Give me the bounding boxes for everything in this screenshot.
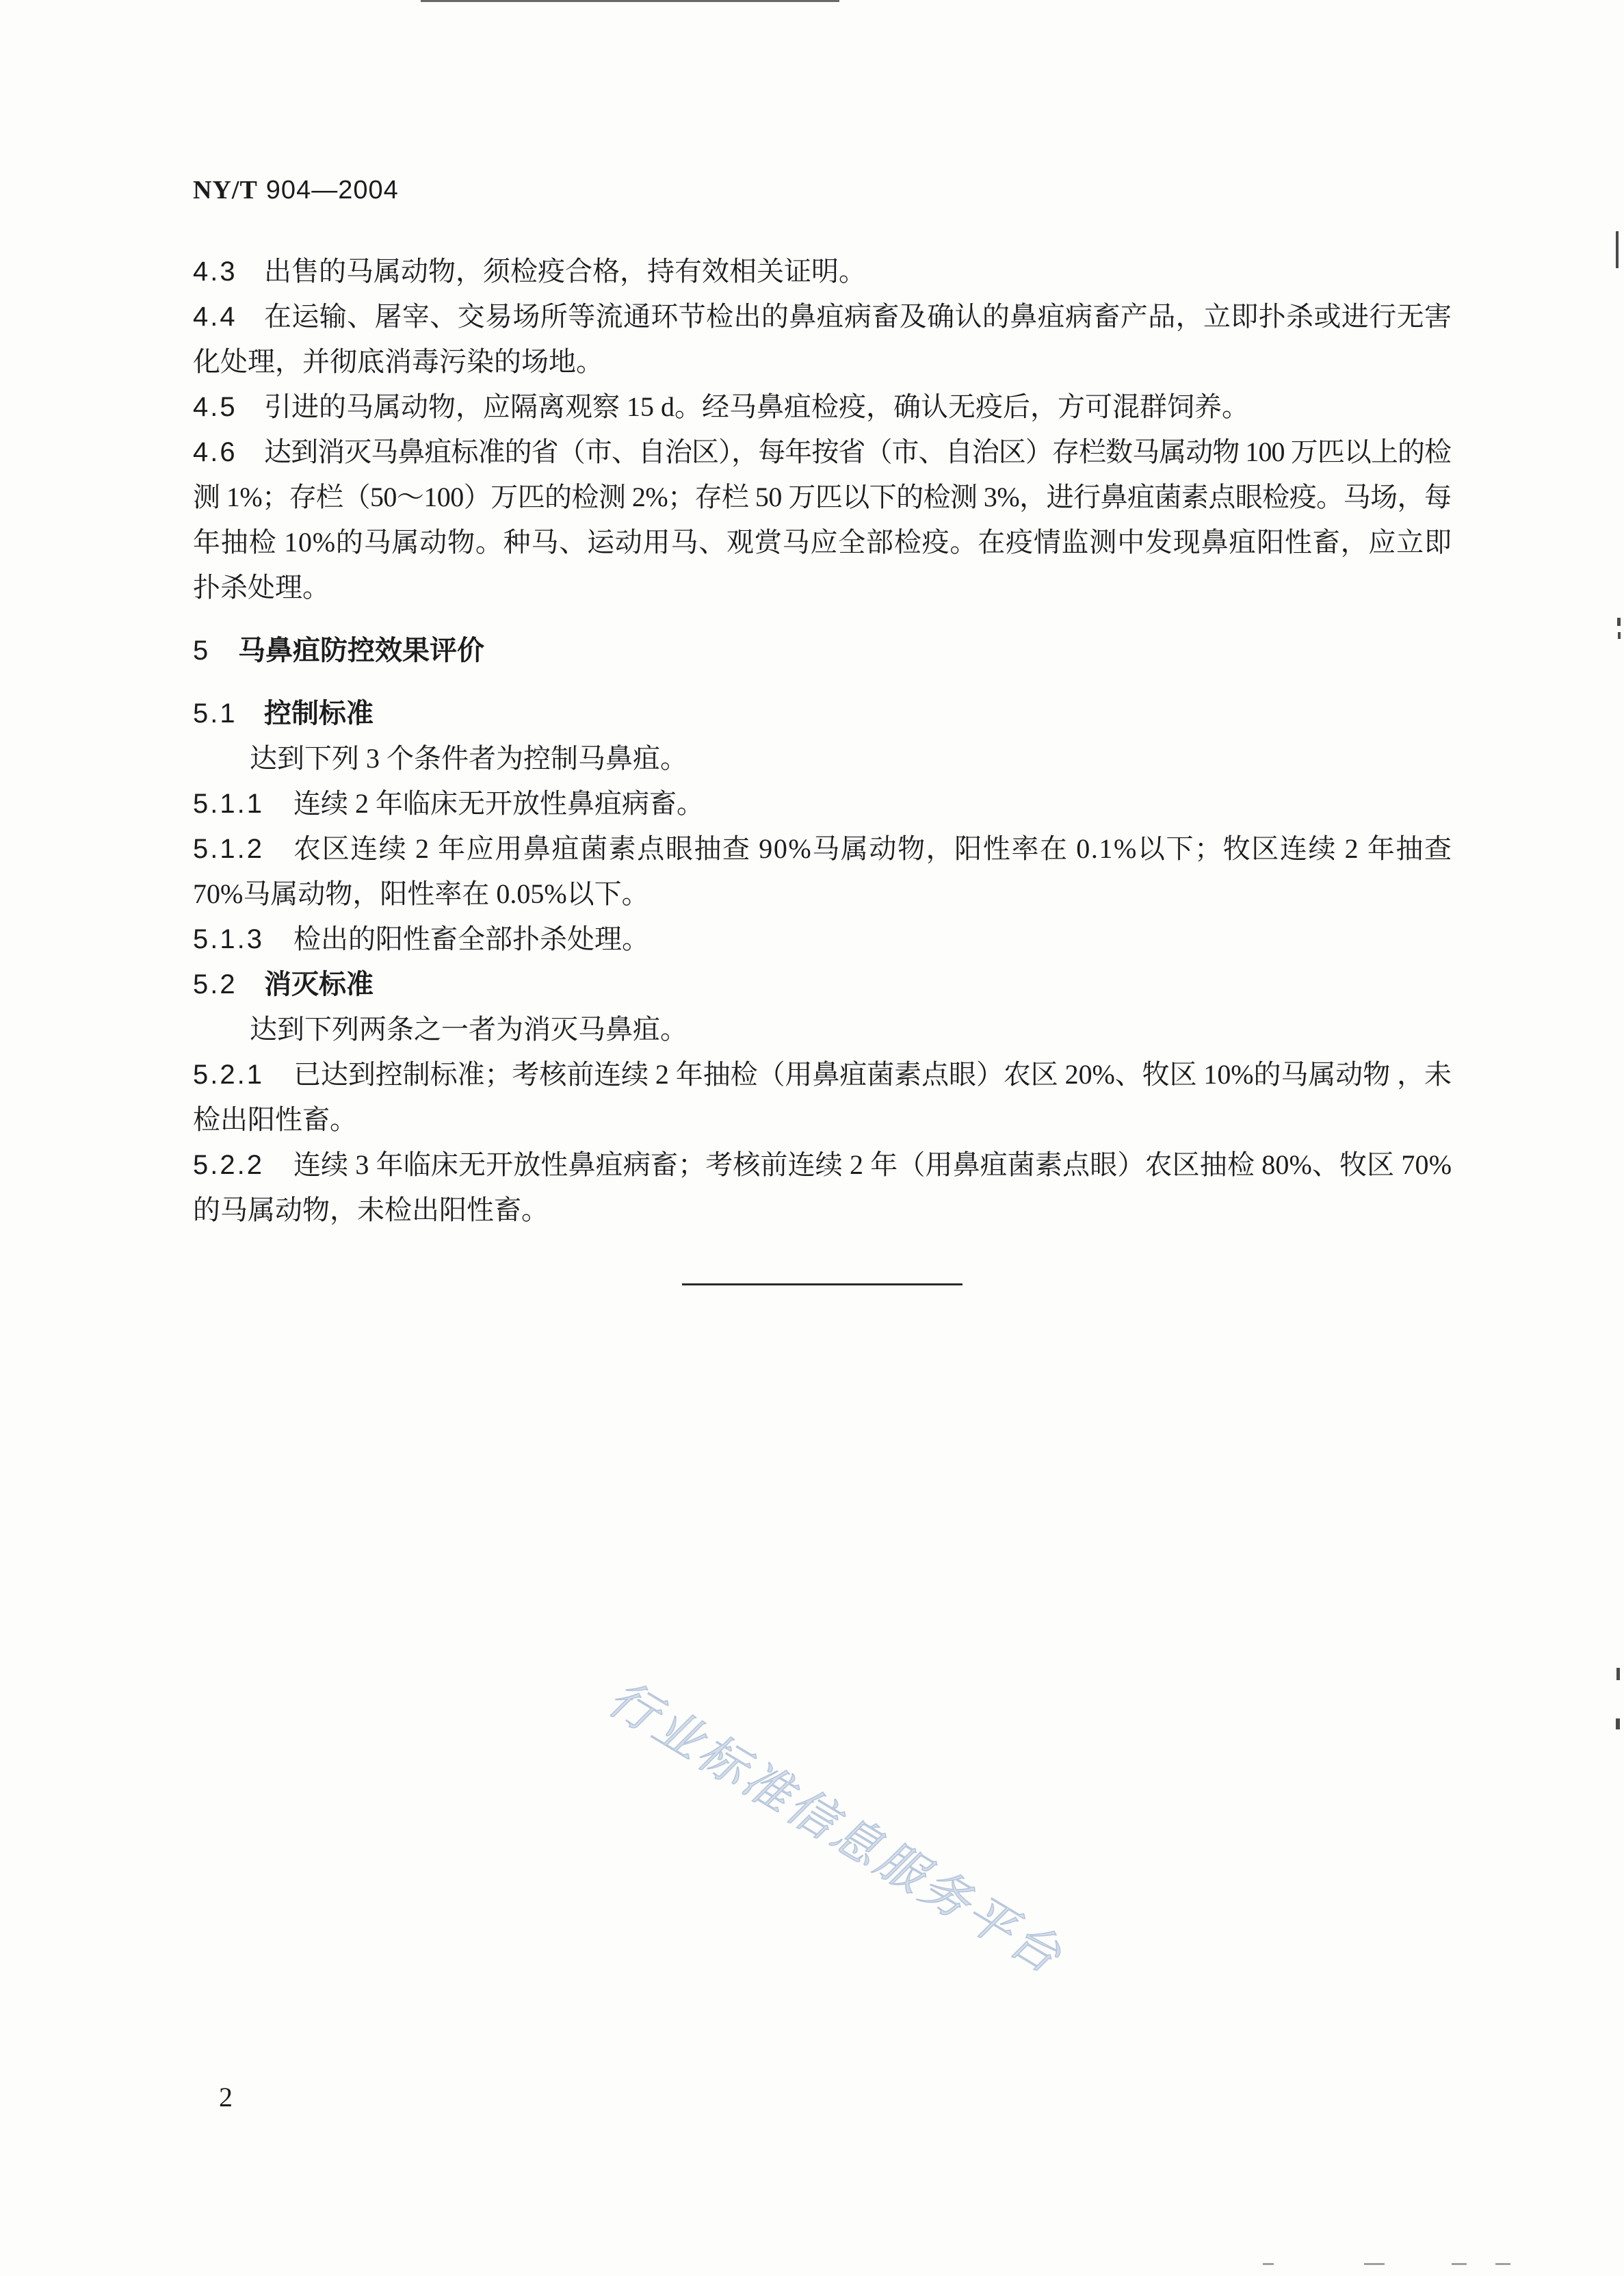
- text-column: [264, 962, 1452, 1007]
- text-column: [264, 249, 1452, 294]
- clause-4-6: [193, 430, 1452, 610]
- text-line: [193, 781, 1452, 826]
- scan-mark: [1618, 632, 1621, 639]
- subsection-intro-5-1: [193, 736, 1452, 781]
- subsection-heading-5-1: [193, 691, 1452, 736]
- text-line: [193, 520, 1452, 565]
- section-title: 马鼻疽防控效果评价: [238, 636, 484, 666]
- subsection-number: 5.1: [193, 698, 237, 729]
- text-line: [193, 1052, 1452, 1097]
- text-column: [250, 736, 1452, 781]
- text-column: [193, 520, 1452, 565]
- text-line: [193, 475, 1452, 520]
- scan-mark: [1616, 1718, 1620, 1729]
- text-line: [193, 384, 1452, 430]
- end-of-text-rule: [682, 1283, 962, 1285]
- subsection-heading-5-2: [193, 962, 1452, 1007]
- scan-mark: [1495, 2263, 1510, 2265]
- text-line: [193, 249, 1452, 294]
- text-line: [193, 826, 1452, 872]
- clause-number: 4.4: [193, 302, 237, 332]
- clause-text: 农区连续 2 年应用鼻疽菌素点眼抽查 90%马属动物，阳性率在 0.1%以下；牧区连续 2 年抽查: [293, 833, 1453, 864]
- scan-mark: [1364, 2263, 1385, 2265]
- text-column: [193, 1188, 1452, 1233]
- text-column: [193, 872, 1452, 917]
- text-column: [193, 1097, 1452, 1142]
- text-column: [250, 1007, 1452, 1052]
- standard-code-number: 904—2004: [265, 176, 399, 205]
- text-column: [264, 294, 1452, 339]
- clause-text: 测 1%；存栏（50～100）万匹的检测 2%；存栏 50 万匹以下的检测 3%，进行鼻疽菌素点眼检疫。马场，每: [193, 482, 1452, 512]
- text-column: [293, 1052, 1452, 1097]
- text-column: [264, 430, 1452, 475]
- clause-5-1-1: [193, 781, 1452, 826]
- text-column: [293, 781, 1452, 826]
- text-line: [193, 1188, 1452, 1233]
- clause-4-4: [193, 294, 1452, 384]
- text-column: [193, 339, 1452, 384]
- clause-number: 4.6: [193, 437, 237, 467]
- text-line: [193, 565, 1452, 610]
- section-number: 5: [193, 636, 211, 666]
- clause-number: 4.5: [193, 392, 237, 422]
- clause-text: 检出的阳性畜全部扑杀处理。: [293, 924, 649, 954]
- subsection-number: 5.2: [193, 969, 237, 999]
- clause-text: 在运输、屠宰、交易场所等流通环节检出的鼻疽病畜及确认的鼻疽病畜产品，立即扑杀或进行无害: [264, 301, 1452, 332]
- clause-text: 的马属动物，未检出阳性畜。: [193, 1194, 549, 1225]
- clause-5-2-2: [193, 1142, 1452, 1233]
- scan-mark: [1616, 1668, 1620, 1680]
- clause-5-1-2: [193, 826, 1452, 917]
- page-number: 2: [219, 2082, 233, 2113]
- clause-number: 5.2.2: [193, 1150, 264, 1180]
- clause-text: 引进的马属动物，应隔离观察 15 d。经马鼻疽检疫，确认无疫后，方可混群饲养。: [264, 391, 1249, 422]
- clause-text: 连续 3 年临床无开放性鼻疽病畜；考核前连续 2 年（用鼻疽菌素点眼）农区抽检 80%、牧区 70%: [293, 1149, 1452, 1180]
- text-column: [293, 826, 1452, 872]
- standard-code-prefix: NY/T: [193, 176, 258, 205]
- clause-text: 扑杀处理。: [193, 572, 330, 603]
- clause-text: 连续 2 年临床无开放性鼻疽病畜。: [293, 788, 704, 819]
- clause-number: 5.1.1: [193, 789, 264, 819]
- clause-number: 5.1.2: [193, 834, 264, 864]
- scan-mark: [1616, 231, 1619, 268]
- clause-5-1-3: [193, 917, 1452, 962]
- clause-number: 5.2.1: [193, 1060, 264, 1090]
- subsection-intro-5-2: [193, 1007, 1452, 1052]
- text-line: [193, 872, 1452, 917]
- intro-text: 达到下列两条之一者为消灭马鼻疽。: [250, 1014, 687, 1045]
- clause-5-2-1: [193, 1052, 1452, 1142]
- subsection-title: 消灭标准: [264, 969, 374, 999]
- clause-number: 5.1.3: [193, 924, 264, 954]
- clause-text: 检出阳性畜。: [193, 1104, 357, 1135]
- subsection-title: 控制标准: [264, 698, 374, 729]
- text-column: [293, 1142, 1452, 1188]
- page-header: [193, 171, 399, 209]
- text-column: [264, 384, 1452, 430]
- scan-mark: [1263, 2263, 1274, 2265]
- section-heading-5: [193, 628, 1452, 673]
- text-line: [193, 294, 1452, 339]
- text-line: [193, 430, 1452, 475]
- text-line: [193, 917, 1452, 962]
- clause-text: 化处理，并彻底消毒污染的场地。: [193, 346, 603, 377]
- text-line: [193, 1142, 1452, 1188]
- clause-text: 70%马属动物，阳性率在 0.05%以下。: [193, 878, 649, 909]
- clause-number: 4.3: [193, 257, 237, 287]
- clause-4-3: [193, 249, 1452, 294]
- clause-text: 达到消灭马鼻疽标准的省（市、自治区），每年按省（市、自治区）存栏数马属动物 100 万匹以上的检: [264, 436, 1452, 467]
- text-column: [193, 475, 1452, 520]
- scan-mark: [1617, 618, 1621, 626]
- clause-4-5: [193, 384, 1452, 430]
- clause-text: 出售的马属动物，须检疫合格，持有效相关证明。: [264, 256, 866, 287]
- intro-text: 达到下列 3 个条件者为控制马鼻疽。: [250, 743, 687, 774]
- text-column: [293, 917, 1452, 962]
- clause-text: 年抽检 10%的马属动物。种马、运动用马、观赏马应全部检疫。在疫情监测中发现鼻疽阳性畜，应立即: [193, 527, 1452, 558]
- watermark: 行业标准信息服务平台: [599, 1669, 1074, 1986]
- text-column: [264, 691, 1452, 736]
- text-line: [193, 1097, 1452, 1142]
- text-line: [193, 339, 1452, 384]
- text-column: [193, 565, 1452, 610]
- scan-mark: [1452, 2263, 1467, 2265]
- document-body: [193, 249, 1452, 1233]
- clause-text: 已达到控制标准；考核前连续 2 年抽检（用鼻疽菌素点眼）农区 20%、牧区 10%的马属动物 ，未: [293, 1059, 1452, 1090]
- top-rule: [421, 0, 839, 2]
- text-column: [238, 628, 1452, 673]
